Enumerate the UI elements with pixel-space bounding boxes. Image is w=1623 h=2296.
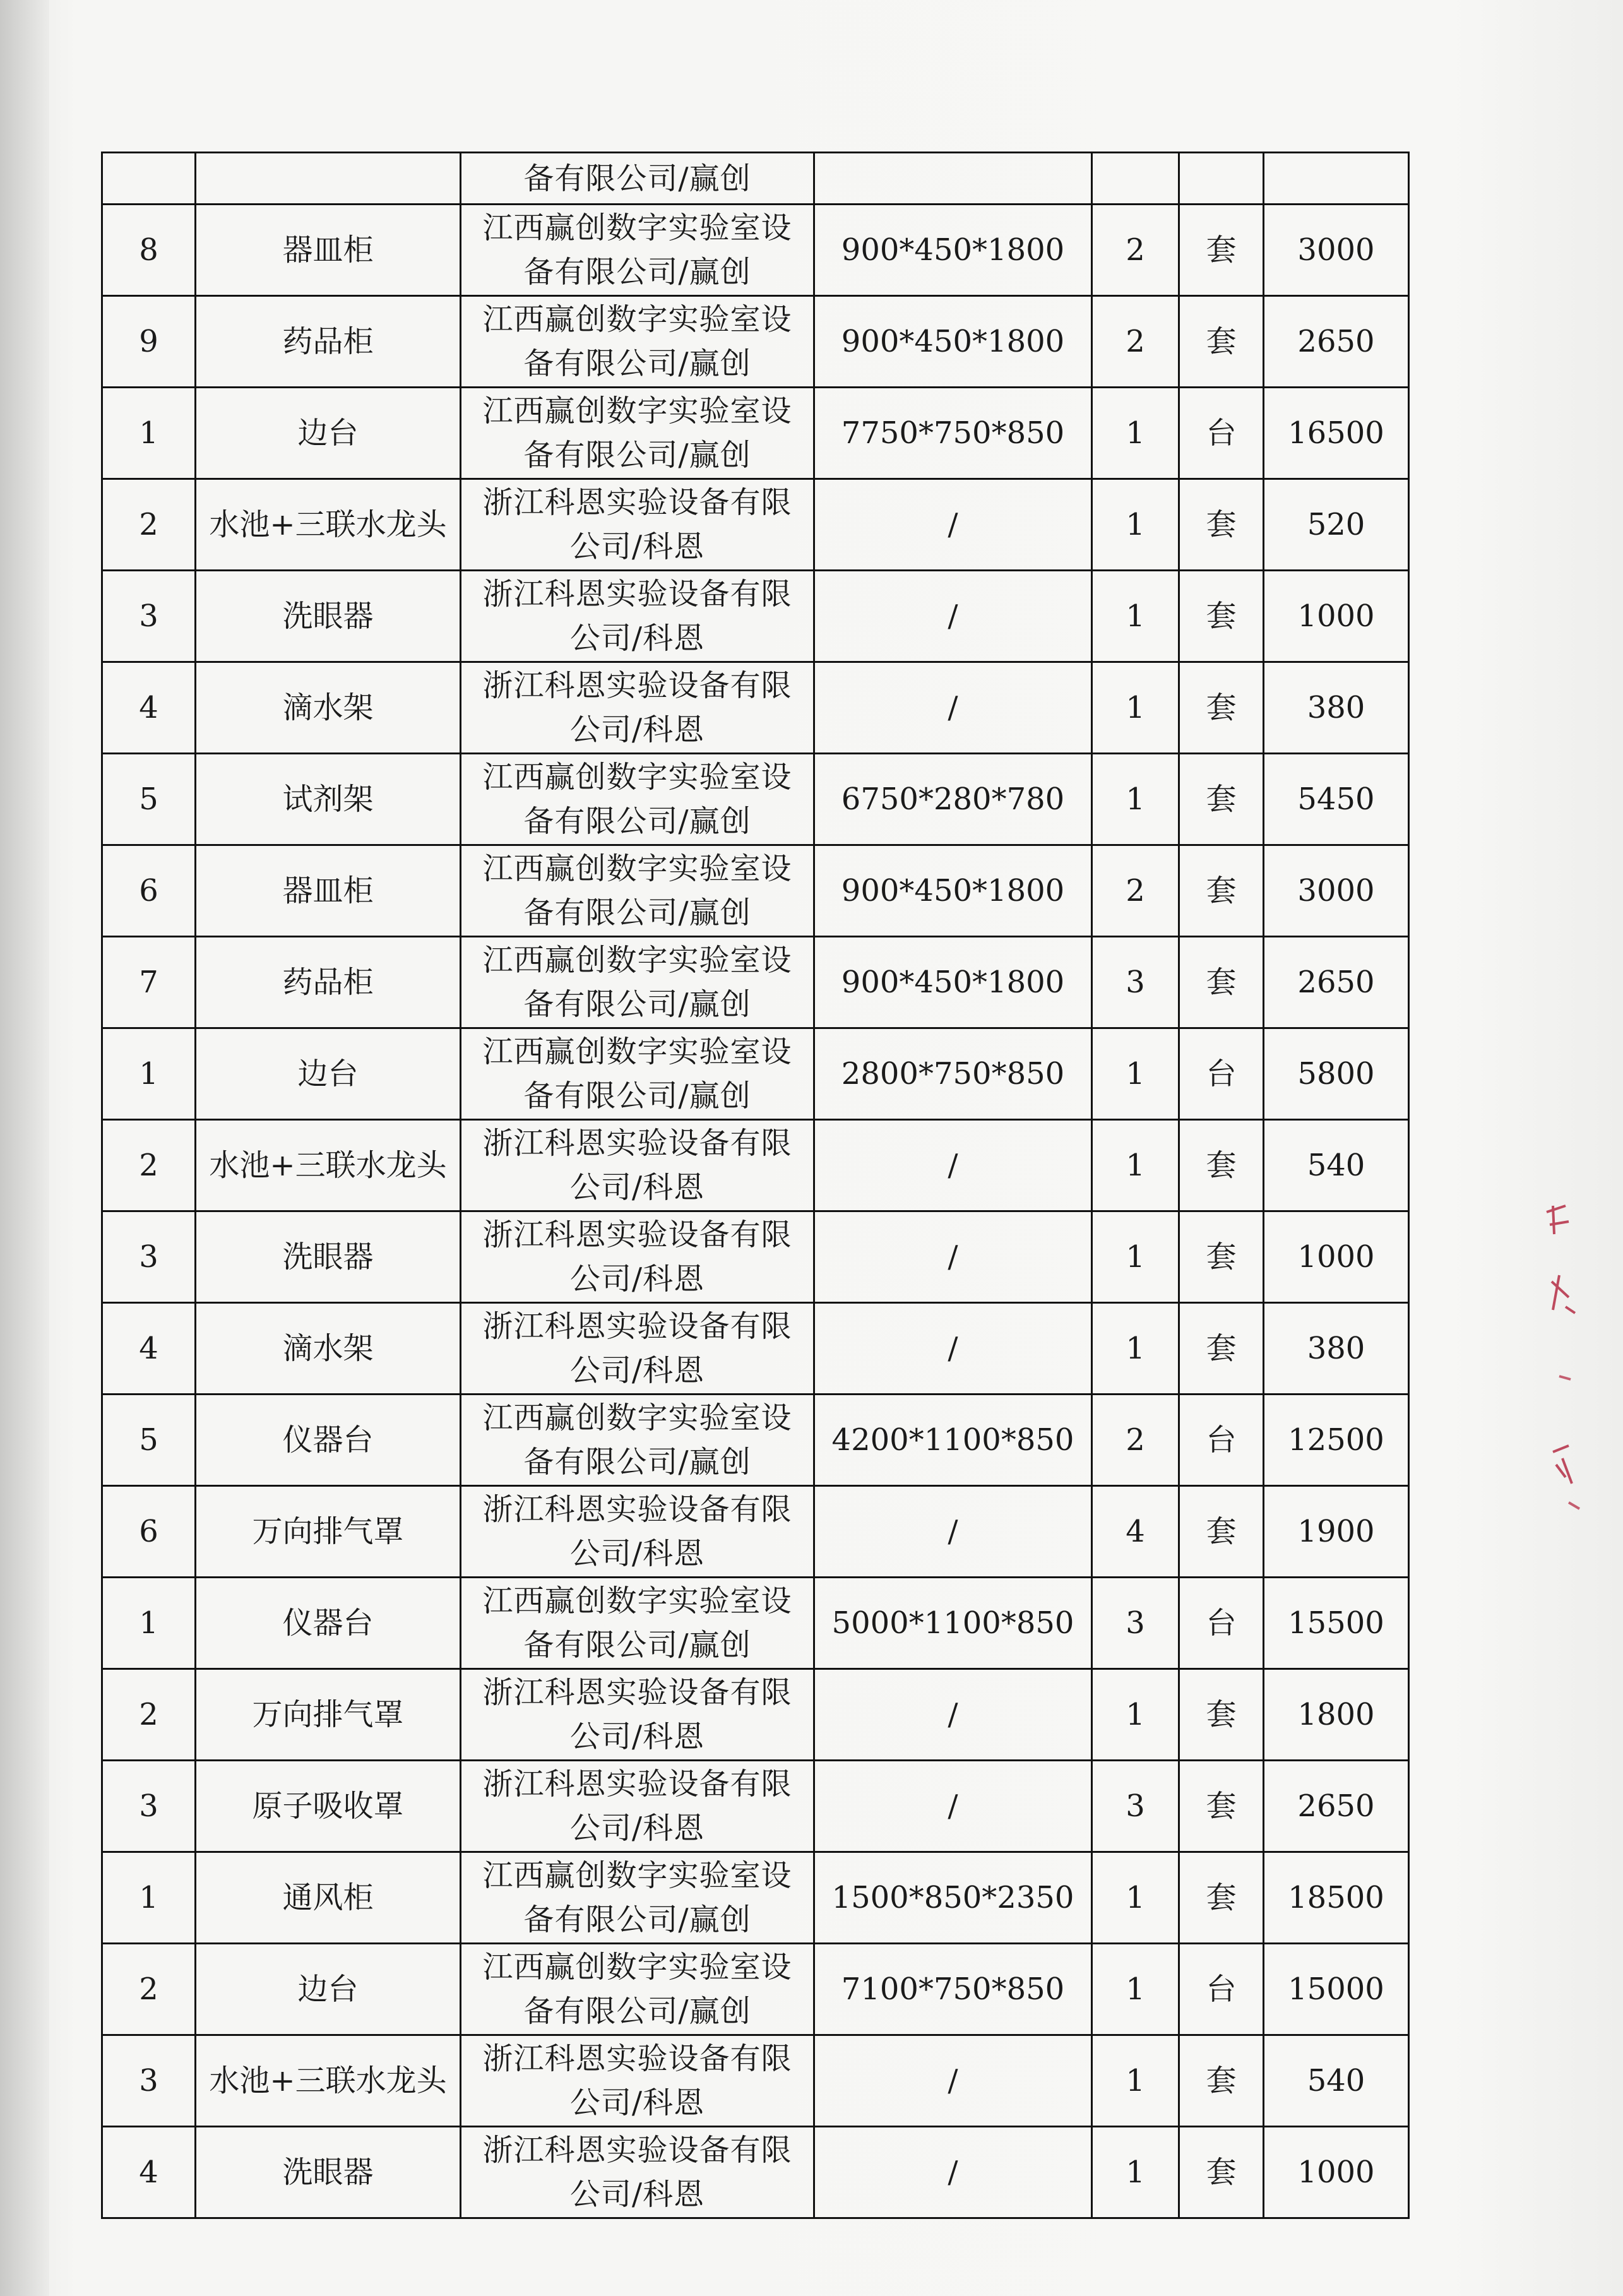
maker-line-2: 备有限公司/赢创	[523, 1902, 751, 1937]
cell-maker	[461, 754, 814, 845]
cell-spec: /	[814, 1761, 1092, 1852]
maker-line-2: 公司/科恩	[569, 621, 705, 656]
table-row	[102, 1944, 1409, 2035]
cell-qty: 3	[1092, 1761, 1179, 1852]
cell-maker	[461, 2035, 814, 2127]
cell-name: 水池+三联水龙头	[196, 1120, 461, 1211]
cell-name: 通风柜	[196, 1852, 461, 1944]
cell-maker	[461, 1395, 814, 1486]
cell-price: 380	[1264, 1303, 1409, 1395]
cell-no: 5	[102, 754, 196, 845]
maker-line-2: 公司/科恩	[569, 1261, 705, 1297]
cell-spec: /	[814, 1303, 1092, 1395]
maker-line-2: 公司/科恩	[569, 1811, 705, 1846]
cell-spec: 900*450*1800	[814, 845, 1092, 937]
cell-name: 万向排气罩	[196, 1669, 461, 1761]
cell-qty: 4	[1092, 1486, 1179, 1578]
maker-line-2: 备有限公司/赢创	[523, 987, 751, 1022]
cell-name: 边台	[196, 1944, 461, 2035]
cell-spec: 7750*750*850	[814, 388, 1092, 479]
cell-price: 15000	[1264, 1944, 1409, 2035]
maker-line-1: 江西赢创数字实验室设	[482, 1949, 792, 1985]
cell-price: 5800	[1264, 1028, 1409, 1120]
cell-spec: 5000*1100*850	[814, 1578, 1092, 1669]
cell-name: 边台	[196, 388, 461, 479]
cell-price: 1000	[1264, 2127, 1409, 2218]
maker-line-2: 备有限公司/赢创	[523, 346, 751, 381]
cell-qty: 1	[1092, 571, 1179, 662]
cell-qty: 1	[1092, 479, 1179, 571]
cell-maker	[461, 1944, 814, 2035]
cell-name: 滴水架	[196, 662, 461, 754]
cell-unit	[1179, 153, 1264, 205]
cell-name: 药品柜	[196, 937, 461, 1028]
cell-qty: 2	[1092, 296, 1179, 388]
cell-spec: /	[814, 479, 1092, 571]
cell-unit: 套	[1179, 1486, 1264, 1578]
cell-qty: 1	[1092, 1211, 1179, 1303]
cell-spec: /	[814, 1120, 1092, 1211]
cell-price: 15500	[1264, 1578, 1409, 1669]
maker-line-2: 公司/科恩	[569, 1170, 705, 1205]
maker-line-1: 浙江科恩实验设备有限	[482, 1217, 792, 1252]
cell-spec: /	[814, 1211, 1092, 1303]
table-row	[102, 662, 1409, 754]
cell-qty: 3	[1092, 1578, 1179, 1669]
maker-line-1: 浙江科恩实验设备有限	[482, 2132, 792, 2168]
cell-name: 洗眼器	[196, 2127, 461, 2218]
maker-line-2: 公司/科恩	[569, 1719, 705, 1754]
cell-qty: 1	[1092, 1028, 1179, 1120]
maker-line-2: 备有限公司/赢创	[523, 1444, 751, 1480]
cell-maker	[461, 296, 814, 388]
table-row	[102, 1120, 1409, 1211]
cell-maker	[461, 479, 814, 571]
cell-unit: 套	[1179, 1669, 1264, 1761]
table-row	[102, 205, 1409, 296]
maker-line-1: 江西赢创数字实验室设	[482, 851, 792, 886]
cell-name: 洗眼器	[196, 571, 461, 662]
cell-spec: /	[814, 2035, 1092, 2127]
maker-line-1: 浙江科恩实验设备有限	[482, 485, 792, 520]
cell-spec: /	[814, 571, 1092, 662]
cell-no: 3	[102, 2035, 196, 2127]
equipment-table	[101, 152, 1410, 2219]
cell-no: 8	[102, 205, 196, 296]
table-row	[102, 1486, 1409, 1578]
cell-unit: 套	[1179, 205, 1264, 296]
cell-maker	[461, 1852, 814, 1944]
table-row	[102, 571, 1409, 662]
maker-line-1: 江西赢创数字实验室设	[482, 210, 792, 246]
cell-no: 2	[102, 1120, 196, 1211]
maker-line-1: 江西赢创数字实验室设	[482, 1034, 792, 1069]
cell-qty: 2	[1092, 845, 1179, 937]
maker-line-1: 江西赢创数字实验室设	[482, 393, 792, 429]
table-row	[102, 937, 1409, 1028]
cell-price: 2650	[1264, 1761, 1409, 1852]
cell-name: 水池+三联水龙头	[196, 479, 461, 571]
maker-line-1: 江西赢创数字实验室设	[482, 759, 792, 795]
cell-price: 520	[1264, 479, 1409, 571]
cell-price: 540	[1264, 2035, 1409, 2127]
maker-line-1: 浙江科恩实验设备有限	[482, 668, 792, 703]
cell-price: 2650	[1264, 937, 1409, 1028]
maker-line-1: 江西赢创数字实验室设	[482, 943, 792, 978]
cell-unit: 套	[1179, 754, 1264, 845]
table-row	[102, 388, 1409, 479]
maker-line-1: 浙江科恩实验设备有限	[482, 1675, 792, 1710]
cell-name: 仪器台	[196, 1395, 461, 1486]
cell-spec: /	[814, 1669, 1092, 1761]
maker-line-1: 浙江科恩实验设备有限	[482, 1766, 792, 1802]
cell-qty: 1	[1092, 1944, 1179, 2035]
cell-name: 药品柜	[196, 296, 461, 388]
cell-unit: 套	[1179, 1852, 1264, 1944]
cell-maker	[461, 937, 814, 1028]
maker-line-2: 备有限公司/赢创	[523, 804, 751, 839]
red-stamp-mark	[1540, 1187, 1584, 1540]
cell-unit: 台	[1179, 1028, 1264, 1120]
cell-name: 水池+三联水龙头	[196, 2035, 461, 2127]
cell-qty: 2	[1092, 1395, 1179, 1486]
table-row	[102, 845, 1409, 937]
cell-unit: 套	[1179, 296, 1264, 388]
cell-spec: /	[814, 662, 1092, 754]
cell-no: 2	[102, 1669, 196, 1761]
cell-price: 5450	[1264, 754, 1409, 845]
cell-spec: 7100*750*850	[814, 1944, 1092, 2035]
table-row	[102, 2035, 1409, 2127]
cell-maker	[461, 1120, 814, 1211]
cell-price	[1264, 153, 1409, 205]
cell-unit: 套	[1179, 937, 1264, 1028]
maker-line-1: 浙江科恩实验设备有限	[482, 1126, 792, 1161]
cell-price: 540	[1264, 1120, 1409, 1211]
cell-qty	[1092, 153, 1179, 205]
cell-maker	[461, 1486, 814, 1578]
cell-maker	[461, 1578, 814, 1669]
cell-qty: 1	[1092, 2035, 1179, 2127]
cell-spec: 900*450*1800	[814, 205, 1092, 296]
maker-line-1: 江西赢创数字实验室设	[482, 1583, 792, 1619]
cell-price: 380	[1264, 662, 1409, 754]
maker-line-2: 公司/科恩	[569, 1353, 705, 1388]
cell-no: 1	[102, 1852, 196, 1944]
maker-line-2: 公司/科恩	[569, 2085, 705, 2121]
cell-spec: /	[814, 1486, 1092, 1578]
maker-line-2: 公司/科恩	[569, 2177, 705, 2212]
cell-unit: 套	[1179, 2035, 1264, 2127]
table-row	[102, 754, 1409, 845]
cell-maker	[461, 662, 814, 754]
cell-unit: 套	[1179, 662, 1264, 754]
cell-qty: 1	[1092, 1669, 1179, 1761]
cell-unit: 台	[1179, 1395, 1264, 1486]
maker-line-2: 备有限公司/赢创	[523, 1078, 751, 1114]
cell-spec: 900*450*1800	[814, 937, 1092, 1028]
cell-name: 器皿柜	[196, 205, 461, 296]
cell-unit: 套	[1179, 1303, 1264, 1395]
maker-line-1: 江西赢创数字实验室设	[482, 302, 792, 337]
cell-name: 原子吸收罩	[196, 1761, 461, 1852]
table-row	[102, 1578, 1409, 1669]
maker-line-2: 公司/科恩	[569, 712, 705, 747]
cell-no: 7	[102, 937, 196, 1028]
cell-maker	[461, 1669, 814, 1761]
cell-maker: 备有限公司/赢创	[461, 153, 814, 205]
cell-no: 3	[102, 571, 196, 662]
cell-price: 12500	[1264, 1395, 1409, 1486]
cell-no: 5	[102, 1395, 196, 1486]
cell-qty: 1	[1092, 1303, 1179, 1395]
cell-maker	[461, 388, 814, 479]
table-row	[102, 1761, 1409, 1852]
maker-line-1: 浙江科恩实验设备有限	[482, 576, 792, 612]
maker-line-2: 公司/科恩	[569, 529, 705, 564]
cell-unit: 套	[1179, 571, 1264, 662]
cell-price: 1000	[1264, 571, 1409, 662]
cell-maker	[461, 1303, 814, 1395]
cell-no: 2	[102, 1944, 196, 2035]
maker-line-1: 浙江科恩实验设备有限	[482, 1492, 792, 1527]
cell-qty: 3	[1092, 937, 1179, 1028]
cell-no: 3	[102, 1211, 196, 1303]
cell-spec: 1500*850*2350	[814, 1852, 1092, 1944]
cell-maker	[461, 1211, 814, 1303]
maker-line-2: 备有限公司/赢创	[523, 437, 751, 473]
cell-no: 3	[102, 1761, 196, 1852]
cell-maker	[461, 205, 814, 296]
cell-name: 器皿柜	[196, 845, 461, 937]
cell-no: 9	[102, 296, 196, 388]
cell-name: 仪器台	[196, 1578, 461, 1669]
maker-line-2: 公司/科恩	[569, 1536, 705, 1571]
cell-price: 3000	[1264, 205, 1409, 296]
table-row	[102, 1852, 1409, 1944]
cell-price: 1000	[1264, 1211, 1409, 1303]
cell-no: 4	[102, 2127, 196, 2218]
cell-no: 1	[102, 388, 196, 479]
cell-unit: 台	[1179, 1578, 1264, 1669]
maker-line-2: 备有限公司/赢创	[523, 1994, 751, 2029]
cell-unit: 套	[1179, 845, 1264, 937]
cell-unit: 套	[1179, 1761, 1264, 1852]
maker-line-1: 浙江科恩实验设备有限	[482, 2041, 792, 2076]
cell-spec	[814, 153, 1092, 205]
table-row	[102, 1211, 1409, 1303]
cell-qty: 1	[1092, 754, 1179, 845]
maker-line-2: 备有限公司/赢创	[523, 254, 751, 290]
maker-line-1: 江西赢创数字实验室设	[482, 1858, 792, 1893]
cell-price: 1900	[1264, 1486, 1409, 1578]
table-row	[102, 1395, 1409, 1486]
table-row	[102, 479, 1409, 571]
cell-qty: 2	[1092, 205, 1179, 296]
cell-no: 1	[102, 1578, 196, 1669]
cell-spec: 900*450*1800	[814, 296, 1092, 388]
cell-unit: 套	[1179, 1120, 1264, 1211]
cell-spec: /	[814, 2127, 1092, 2218]
cell-no: 4	[102, 662, 196, 754]
cell-price: 1800	[1264, 1669, 1409, 1761]
maker-line-1: 江西赢创数字实验室设	[482, 1400, 792, 1436]
cell-name: 滴水架	[196, 1303, 461, 1395]
maker-line-1: 浙江科恩实验设备有限	[482, 1309, 792, 1344]
cell-qty: 1	[1092, 662, 1179, 754]
cell-unit: 套	[1179, 479, 1264, 571]
maker-line-2: 备有限公司/赢创	[523, 895, 751, 931]
cell-name	[196, 153, 461, 205]
cell-no: 6	[102, 1486, 196, 1578]
cell-unit: 套	[1179, 2127, 1264, 2218]
cell-price: 18500	[1264, 1852, 1409, 1944]
cell-qty: 1	[1092, 388, 1179, 479]
table-row	[102, 1028, 1409, 1120]
cell-qty: 1	[1092, 1852, 1179, 1944]
cell-no: 6	[102, 845, 196, 937]
cell-no	[102, 153, 196, 205]
cell-price: 3000	[1264, 845, 1409, 937]
cell-maker	[461, 571, 814, 662]
cell-spec: 4200*1100*850	[814, 1395, 1092, 1486]
cell-name: 试剂架	[196, 754, 461, 845]
table-row-continued	[102, 153, 1409, 205]
cell-no: 2	[102, 479, 196, 571]
cell-maker	[461, 2127, 814, 2218]
cell-price: 2650	[1264, 296, 1409, 388]
table-row	[102, 1669, 1409, 1761]
cell-no: 4	[102, 1303, 196, 1395]
table-row	[102, 296, 1409, 388]
cell-unit: 台	[1179, 388, 1264, 479]
cell-maker	[461, 1761, 814, 1852]
cell-spec: 2800*750*850	[814, 1028, 1092, 1120]
cell-qty: 1	[1092, 2127, 1179, 2218]
cell-name: 边台	[196, 1028, 461, 1120]
maker-line-2: 备有限公司/赢创	[523, 1627, 751, 1663]
cell-spec: 6750*280*780	[814, 754, 1092, 845]
cell-maker	[461, 845, 814, 937]
cell-name: 洗眼器	[196, 1211, 461, 1303]
table-row	[102, 2127, 1409, 2218]
cell-name: 万向排气罩	[196, 1486, 461, 1578]
table-row	[102, 1303, 1409, 1395]
cell-unit: 套	[1179, 1211, 1264, 1303]
page-edge-shadow	[0, 0, 49, 2296]
cell-unit: 台	[1179, 1944, 1264, 2035]
cell-no: 1	[102, 1028, 196, 1120]
cell-qty: 1	[1092, 1120, 1179, 1211]
cell-price: 16500	[1264, 388, 1409, 479]
cell-maker	[461, 1028, 814, 1120]
